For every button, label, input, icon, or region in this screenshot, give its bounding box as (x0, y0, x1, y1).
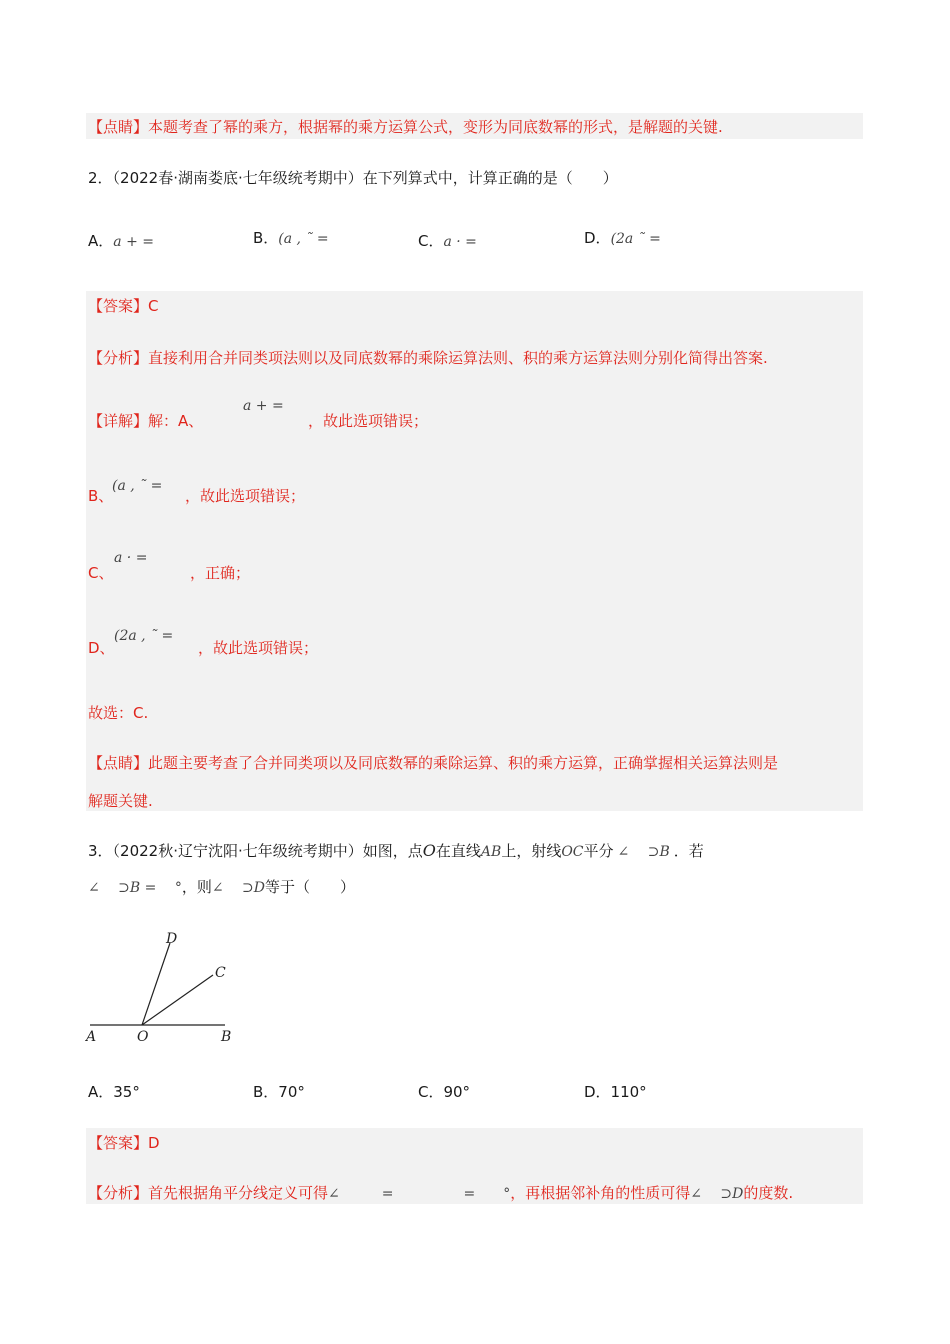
option-label: A． (88, 232, 114, 250)
stem-part: 在直线 (435, 842, 481, 860)
analysis-text: 首先根据角平分线定义可得 (148, 1184, 329, 1202)
detail-label: 【详解】 (88, 412, 149, 430)
q2-option-c[interactable] (418, 231, 477, 252)
angle-aod: ∠ ⊃D (211, 880, 265, 896)
tip-label: 【点睛】 (88, 754, 149, 772)
q2-detail-d-label: D、 (88, 639, 115, 657)
stem-part: ，则 (181, 878, 212, 896)
q1-tip-line (88, 117, 723, 137)
angle-dob: ∠ ⊃B = ° (88, 880, 182, 896)
answer-text: D (148, 1134, 160, 1152)
analysis-math: ∠ = = ° (328, 1186, 511, 1202)
q2-conclusion: 故选：C. (88, 704, 149, 722)
stem-part: ．若 (673, 842, 704, 860)
label-b: B (221, 1029, 232, 1045)
label-a: A (86, 1029, 97, 1045)
q3-analysis (88, 1183, 793, 1204)
option-math: a · = (443, 234, 477, 250)
q3-geometry-figure (80, 925, 250, 1050)
q3-option-b[interactable]: B．70° (253, 1083, 305, 1101)
ray-oc (142, 975, 213, 1025)
label-d: D (166, 931, 178, 947)
tip-label: 【点睛】 (88, 118, 149, 136)
analysis-text: 直接利用合并同类项法则以及同底数幂的乘除运算法则、积的乘方运算法则分别化简得出答案. (148, 349, 768, 367)
q3-stem-line1 (88, 841, 704, 862)
q3-option-a[interactable]: A．35° (88, 1083, 140, 1101)
q2-tip-line1 (88, 753, 778, 773)
label-o: O (137, 1029, 149, 1045)
answer-label: 【答案】 (88, 1134, 149, 1152)
option-label: B． (253, 229, 279, 247)
ray-oc: OC (561, 844, 584, 860)
option-label: C． (418, 232, 444, 250)
option-label: D． (584, 229, 611, 247)
q2-detail-a-text: ，故此选项错误； (308, 412, 429, 430)
q2-detail-d-math: (2a , ˜ = (114, 628, 174, 644)
q2-detail-a-math: a + = (243, 398, 284, 414)
answer-text: C (148, 297, 159, 315)
q2-detail-b-label: B、 (88, 487, 114, 505)
q2-answer-block (86, 291, 863, 811)
option-math: a + = (113, 234, 154, 250)
q2-detail-d-text: ，故此选项错误； (198, 639, 319, 657)
tip-text: 本题考查了幂的乘方，根据幂的乘方运算公式，变形为同底数幂的形式，是解题的关键. (148, 118, 723, 136)
q2-option-a[interactable] (88, 231, 154, 252)
q2-detail-c-text: ，正确； (190, 564, 251, 582)
analysis-text: ，再根据邻补角的性质可得 (510, 1184, 691, 1202)
q2-stem: 2．（2022春·湖南娄底·七年级统考期中）在下列算式中，计算正确的是（ ） (88, 169, 618, 187)
q2-detail-c-math: a · = (114, 550, 148, 566)
q2-answer (88, 296, 159, 316)
q3-option-c[interactable]: C．90° (418, 1083, 471, 1101)
point-o: O (422, 841, 436, 860)
q2-detail-a (88, 411, 203, 431)
q2-option-d[interactable] (584, 228, 661, 249)
option-math: (2a ˜ = (610, 231, 661, 247)
answer-label: 【答案】 (88, 297, 149, 315)
q2-analysis (88, 348, 768, 368)
stem-part: 3．（2022秋·辽宁沈阳·七年级统考期中）如图，点 (88, 842, 423, 860)
q3-stem-line2 (88, 877, 355, 898)
ray-od (142, 943, 170, 1025)
detail-intro: 解：A、 (148, 412, 204, 430)
stem-part: 上，射线 (501, 842, 562, 860)
q3-option-d[interactable]: D．110° (584, 1083, 647, 1101)
analysis-label: 【分析】 (88, 1184, 149, 1202)
q2-detail-b-math: (a , ˜ = (112, 478, 163, 494)
stem-part: 等于（ ） (265, 878, 356, 896)
q3-answer (88, 1133, 160, 1153)
analysis-math: ∠ ⊃D (690, 1186, 744, 1202)
angle-cob: ∠ ⊃B (617, 844, 670, 860)
analysis-text: 的度数. (743, 1184, 794, 1202)
label-c: C (215, 965, 226, 981)
q2-tip-line2: 解题关键. (88, 792, 153, 810)
q2-option-b[interactable] (253, 228, 329, 249)
q2-detail-b-text: ，故此选项错误； (185, 487, 306, 505)
q2-detail-c-label: C、 (88, 564, 114, 582)
stem-part: 平分 (583, 842, 614, 860)
analysis-label: 【分析】 (88, 349, 149, 367)
line-ab: AB (480, 844, 502, 860)
option-math: (a , ˜ = (278, 231, 329, 247)
tip-text: 此题主要考查了合并同类项以及同底数幂的乘除运算、积的乘方运算，正确掌握相关运算法则是 (148, 754, 779, 772)
